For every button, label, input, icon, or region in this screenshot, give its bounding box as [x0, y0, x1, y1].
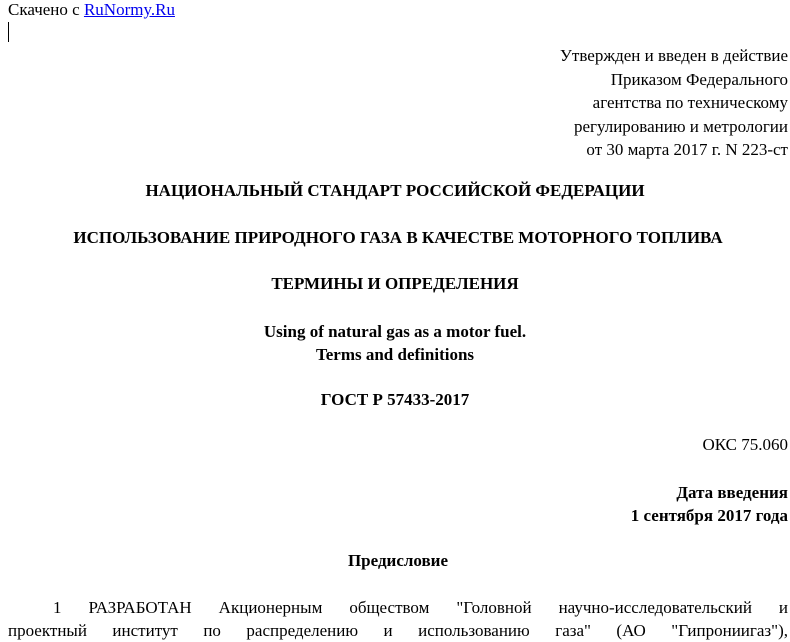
source-prefix: Скачено с [8, 0, 84, 19]
subject-title: ИСПОЛЬЗОВАНИЕ ПРИРОДНОГО ГАЗА В КАЧЕСТВЕ МОТОРНОГО ТОПЛИВА [73, 228, 723, 247]
preface-paragraph [8, 596, 788, 642]
standard-title: НАЦИОНАЛЬНЫЙ СТАНДАРТ РОССИЙСКОЙ ФЕДЕРАЦИИ [145, 181, 645, 200]
introduction-date-value: 1 сентября 2017 года [630, 506, 788, 525]
gost-number: ГОСТ Р 57433-2017 [320, 390, 470, 409]
approval-line: Утвержден и введен в действие [559, 46, 788, 65]
oks-code: ОКС 75.060 [702, 435, 788, 454]
runormy-link[interactable]: RuNormy.Ru [83, 0, 175, 19]
english-title-line: Using of natural gas as a motor fuel. [263, 322, 527, 341]
english-title-line: Terms and definitions [315, 345, 475, 364]
approval-line: регулированию и метрологии [573, 116, 788, 136]
introduction-date [388, 481, 788, 527]
introduction-date-label: Дата введения [676, 483, 788, 502]
preface-heading: Предисловие [347, 551, 449, 570]
section-title: ТЕРМИНЫ И ОПРЕДЕЛЕНИЯ [271, 274, 519, 293]
paragraph-line: 1 РАЗРАБОТАН Акционерным обществом "Головной научно-исследовательский и [53, 598, 788, 617]
approval-line: Приказом Федерального [610, 69, 788, 89]
text-cursor [8, 22, 9, 42]
paragraph-line: проектный институт по распределению и использованию газа" (АО "Гипрониигаз"), [8, 621, 788, 640]
approval-line: агентства по техническому [592, 93, 788, 112]
approval-line: от 30 марта 2017 г. N 223-ст [586, 140, 788, 159]
english-title [0, 320, 790, 366]
source-line [8, 0, 175, 20]
approval-block [388, 44, 788, 162]
